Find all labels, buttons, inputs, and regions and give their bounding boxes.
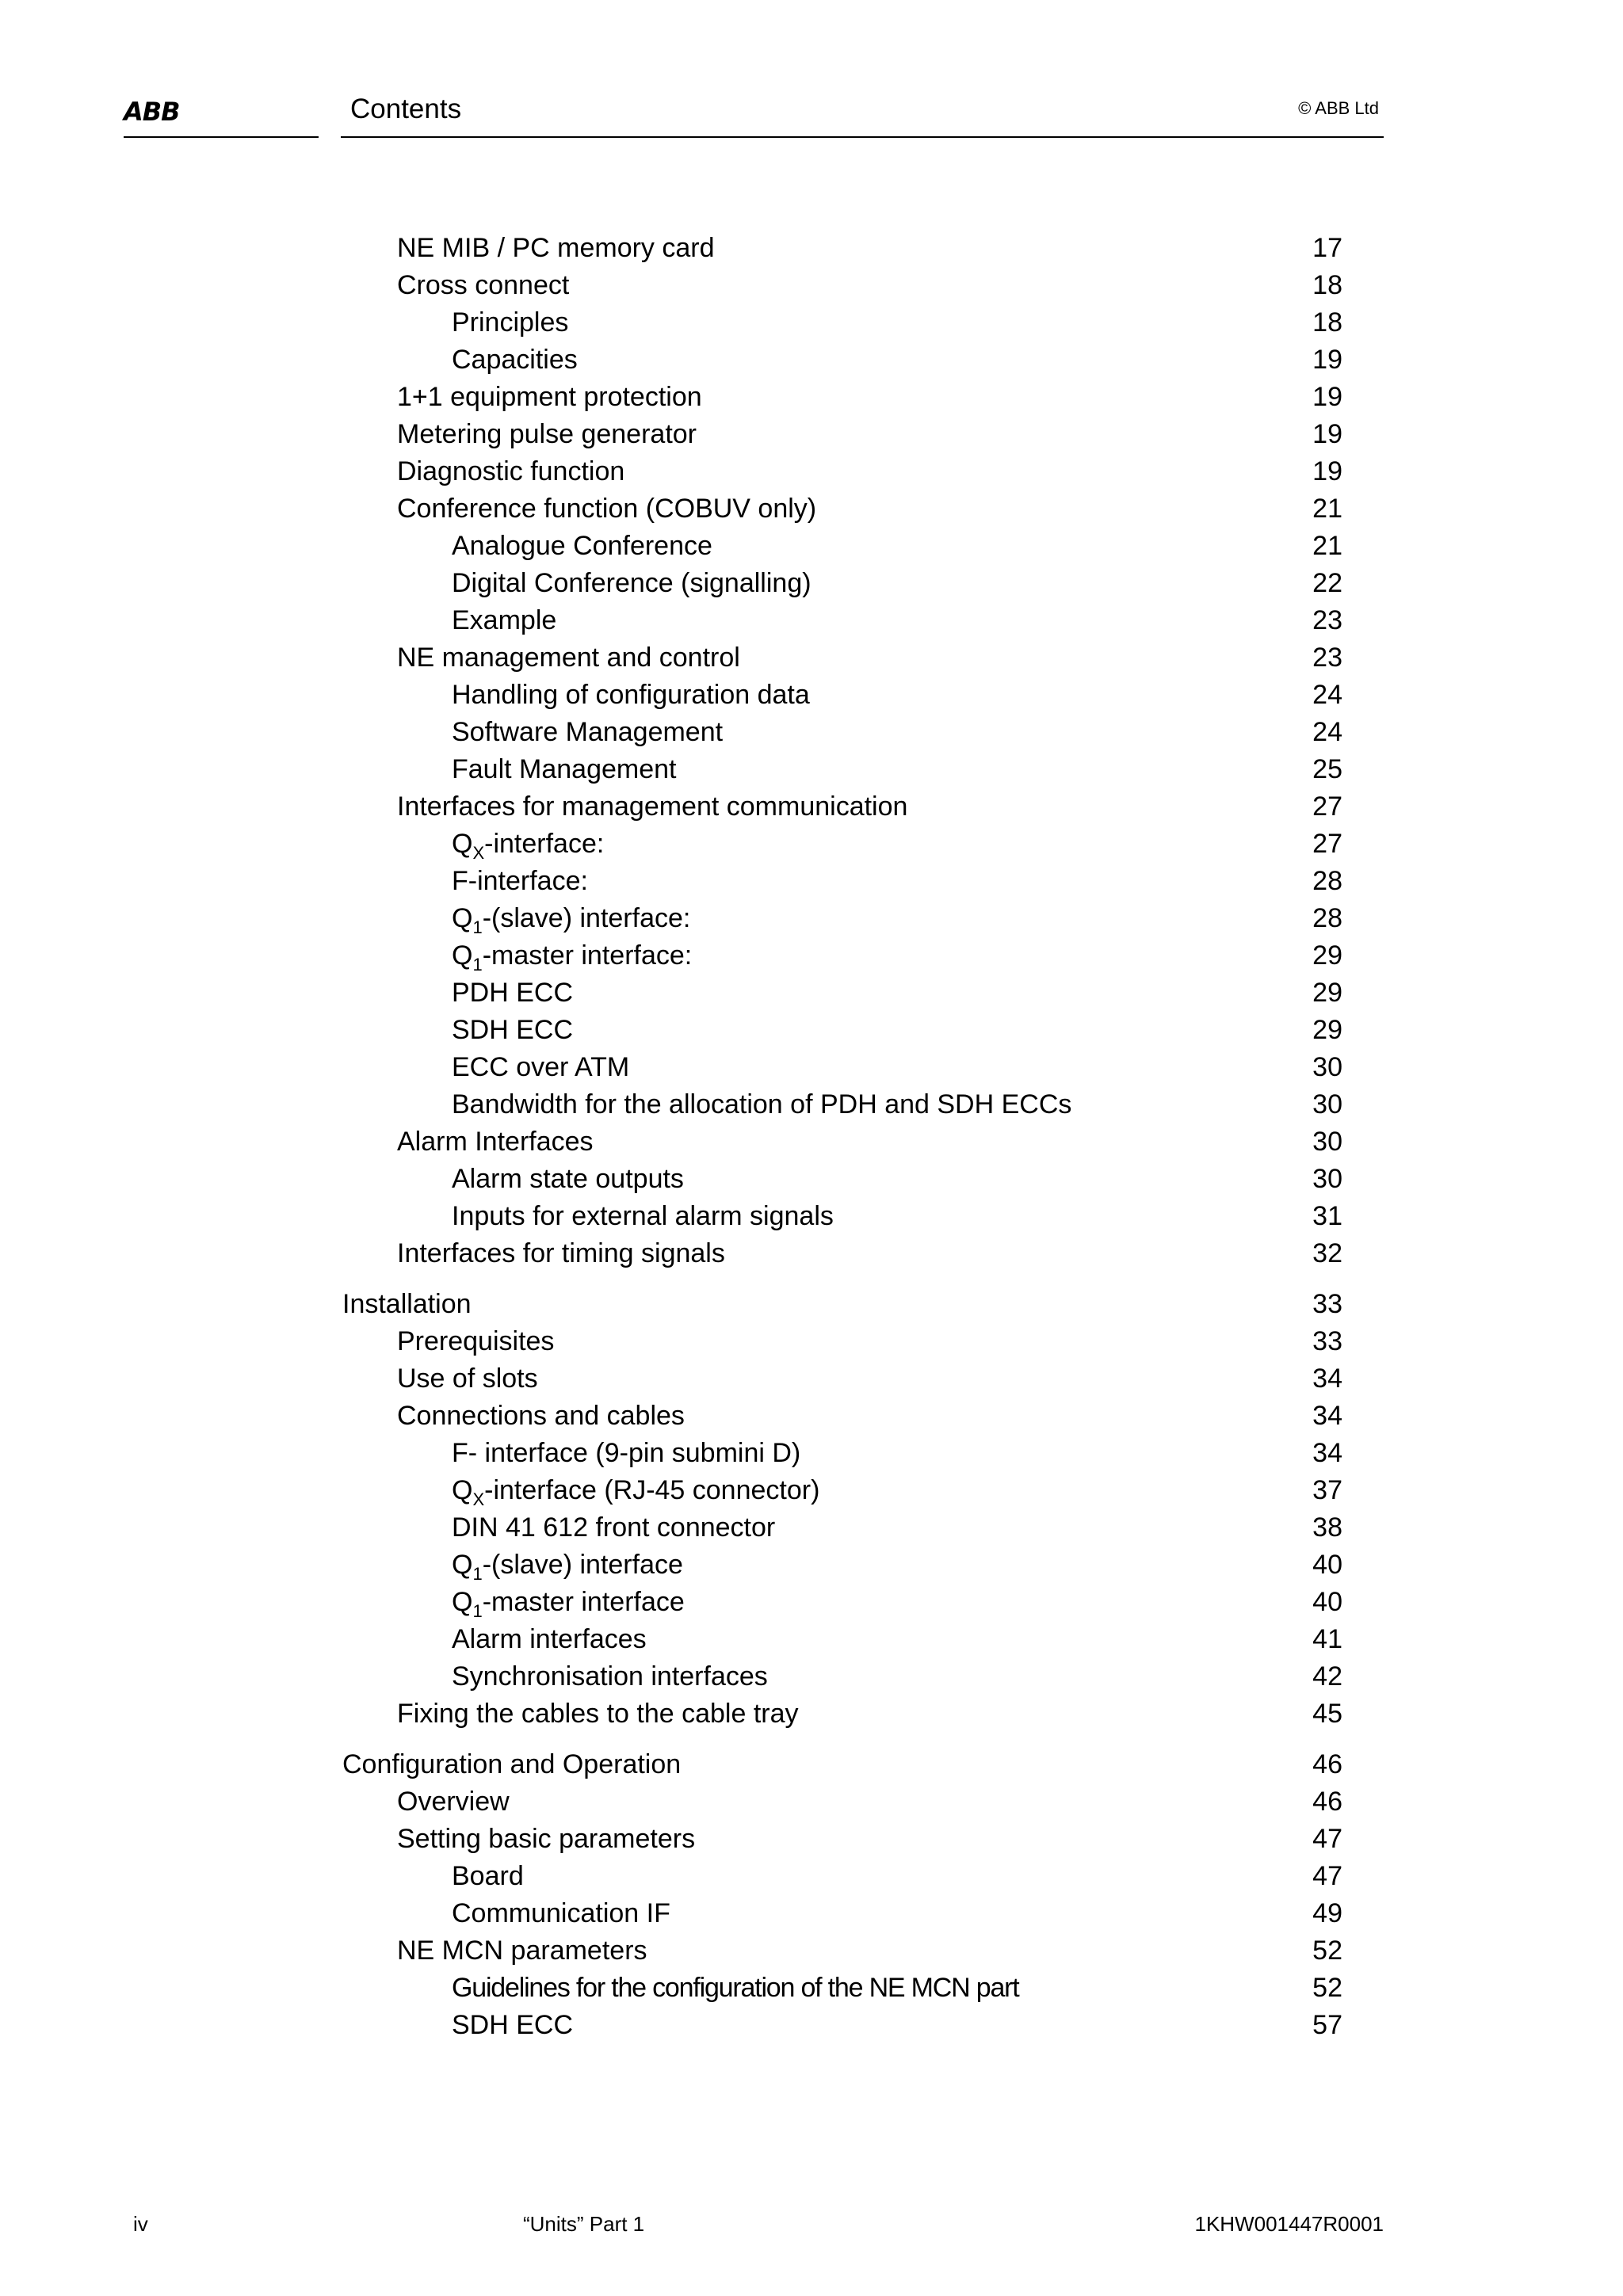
toc-entry[interactable] xyxy=(342,1398,1342,1435)
toc-entry-page: 30 xyxy=(1312,1127,1342,1157)
toc-entry-title-text: Principles xyxy=(452,307,569,338)
toc-entry-page: 52 xyxy=(1312,1973,1342,2003)
toc-entry-subscript: 1 xyxy=(472,917,483,937)
toc-entry-title xyxy=(452,1164,684,1194)
toc-entry[interactable] xyxy=(342,528,1342,565)
toc-entry[interactable] xyxy=(342,1161,1342,1198)
toc-entry[interactable] xyxy=(342,788,1342,826)
toc-entry-title xyxy=(397,456,624,486)
toc-entry-page: 29 xyxy=(1312,940,1342,971)
toc-entry-title-text: SDH ECC xyxy=(452,1015,574,1045)
toc-entry[interactable] xyxy=(342,2007,1342,2044)
toc-entry-title-text: PDH ECC xyxy=(452,978,574,1008)
toc-entry[interactable] xyxy=(342,1695,1342,1733)
footer-page-number: iv xyxy=(133,2212,148,2236)
toc-entry[interactable] xyxy=(342,1123,1342,1161)
toc-entry-title-text: Q xyxy=(452,940,473,971)
toc-entry-title-text: Q xyxy=(452,903,473,933)
toc-entry-title-text: Analogue Conference xyxy=(452,531,712,561)
toc-entry-page: 18 xyxy=(1312,270,1342,300)
toc-entry-page: 37 xyxy=(1312,1475,1342,1505)
toc-entry-title-text: ECC over ATM xyxy=(452,1052,630,1082)
toc-entry-page: 25 xyxy=(1312,754,1342,784)
header-rule xyxy=(341,136,1384,138)
toc-entry-page: 49 xyxy=(1312,1898,1342,1928)
toc-entry-page: 47 xyxy=(1312,1861,1342,1891)
toc-entry-title xyxy=(452,1512,775,1543)
toc-entry-subscript: 1 xyxy=(472,1563,483,1584)
toc-entry-title xyxy=(397,419,697,449)
toc-entry-title-text: Cross connect xyxy=(397,270,570,300)
toc-entry-page: 40 xyxy=(1312,1550,1342,1580)
toc-entry[interactable] xyxy=(342,900,1342,937)
toc-entry-title xyxy=(397,270,569,300)
toc-entry-title xyxy=(452,1898,670,1928)
toc-entry-page: 27 xyxy=(1312,829,1342,859)
toc-entry-title xyxy=(452,1475,820,1509)
toc-entry[interactable] xyxy=(342,1472,1342,1509)
toc-entry[interactable] xyxy=(342,379,1342,416)
toc-entry-title xyxy=(397,1238,725,1268)
toc-entry-title xyxy=(452,940,693,974)
toc-entry[interactable] xyxy=(342,565,1342,602)
toc-entry[interactable] xyxy=(342,1621,1342,1658)
toc-entry-title-text: Software Management xyxy=(452,717,724,747)
toc-entry-title-text: Handling of configuration data xyxy=(452,680,810,710)
toc-entry-page: 52 xyxy=(1312,1936,1342,1966)
toc-entry-page: 38 xyxy=(1312,1512,1342,1543)
toc-entry[interactable] xyxy=(342,974,1342,1012)
toc-entry[interactable] xyxy=(342,937,1342,974)
toc-entry-page: 29 xyxy=(1312,1015,1342,1045)
toc-entry-title xyxy=(397,494,816,524)
toc-entry-title xyxy=(452,1438,800,1468)
toc-entry[interactable] xyxy=(342,1821,1342,1858)
toc-entry[interactable] xyxy=(342,1584,1342,1621)
toc-entry-title-text: Q xyxy=(452,1587,473,1617)
toc-entry[interactable] xyxy=(342,1049,1342,1086)
toc-entry-title xyxy=(397,1936,647,1966)
toc-entry-title-text: NE MCN parameters xyxy=(397,1936,647,1966)
toc-entry-title-text: Alarm interfaces xyxy=(452,1624,647,1654)
toc-entry-title-text: Metering pulse generator xyxy=(397,419,697,449)
toc-entry-title-rest: -(slave) interface: xyxy=(482,903,691,933)
header-rule-left xyxy=(124,136,319,138)
toc-entry[interactable] xyxy=(342,714,1342,751)
toc-entry[interactable] xyxy=(342,863,1342,900)
toc-entry[interactable] xyxy=(342,1658,1342,1695)
toc-entry[interactable] xyxy=(342,677,1342,714)
toc-entry-title-text: F- interface (9-pin submini D) xyxy=(452,1438,801,1468)
toc-entry-page: 19 xyxy=(1312,382,1342,412)
toc-entry-title xyxy=(397,1401,685,1431)
toc-entry-title-text: Conference function (COBUV only) xyxy=(397,494,817,524)
toc-entry[interactable] xyxy=(342,826,1342,863)
toc-entry-title xyxy=(452,605,556,635)
toc-entry-page: 28 xyxy=(1312,866,1342,896)
toc-entry-title xyxy=(397,1363,538,1394)
toc-entry-title-text: Guidelines for the configuration of the NE MCN part xyxy=(452,1973,1019,2003)
toc-entry-title-rest: -interface (RJ-45 connector) xyxy=(484,1475,820,1505)
toc-entry-title-text: Setting basic parameters xyxy=(397,1824,696,1854)
toc-entry[interactable] xyxy=(342,1360,1342,1398)
toc-entry[interactable] xyxy=(342,751,1342,788)
toc-entry[interactable] xyxy=(342,1012,1342,1049)
toc-entry[interactable] xyxy=(342,304,1342,341)
toc-entry-page: 24 xyxy=(1312,717,1342,747)
toc-entry-title xyxy=(452,2010,573,2040)
toc-entry-title xyxy=(452,717,723,747)
toc-entry-title xyxy=(452,1015,573,1045)
toc-entry-title-text: Connections and cables xyxy=(397,1401,685,1431)
toc-entry-subscript: X xyxy=(472,1489,485,1509)
toc-entry-title-text: Inputs for external alarm signals xyxy=(452,1201,834,1231)
toc-entry-title xyxy=(452,829,605,863)
toc-entry-title-text: Fixing the cables to the cable tray xyxy=(397,1699,799,1729)
toc-entry-title-text: Capacities xyxy=(452,345,578,375)
toc-entry[interactable] xyxy=(342,1970,1342,2007)
toc-entry-subscript: X xyxy=(472,842,485,863)
toc-entry-page: 34 xyxy=(1312,1363,1342,1394)
toc-entry-title xyxy=(452,754,677,784)
toc-entry-title-text: Board xyxy=(452,1861,524,1891)
toc-entry-title-text: Digital Conference (signalling) xyxy=(452,568,812,598)
toc-entry-page: 29 xyxy=(1312,978,1342,1008)
table-of-contents xyxy=(342,230,1342,2044)
toc-entry[interactable] xyxy=(342,416,1342,453)
toc-entry-title-text: Alarm state outputs xyxy=(452,1164,684,1194)
toc-entry-page: 19 xyxy=(1312,345,1342,375)
toc-entry-page: 47 xyxy=(1312,1824,1342,1854)
toc-entry-title xyxy=(452,903,691,937)
toc-entry-page: 28 xyxy=(1312,903,1342,933)
toc-entry[interactable] xyxy=(342,1509,1342,1547)
toc-entry-title xyxy=(397,1127,594,1157)
footer-document-id: 1KHW001447R0001 xyxy=(1194,2212,1384,2236)
toc-entry-title-rest: -master interface xyxy=(482,1587,685,1617)
toc-entry-title xyxy=(452,531,712,561)
toc-entry-title-text: Example xyxy=(452,605,557,635)
toc-entry-page: 57 xyxy=(1312,2010,1342,2040)
toc-entry-page: 21 xyxy=(1312,494,1342,524)
toc-entry-title-text: NE MIB / PC memory card xyxy=(397,233,715,263)
toc-entry-title xyxy=(452,1550,683,1584)
toc-entry[interactable] xyxy=(342,1858,1342,1895)
toc-entry-title xyxy=(397,1699,799,1729)
toc-entry[interactable] xyxy=(342,1086,1342,1123)
toc-entry-title xyxy=(397,1326,554,1356)
toc-entry-title xyxy=(452,345,578,375)
toc-entry[interactable] xyxy=(342,230,1342,267)
footer-document-title: “Units” Part 1 xyxy=(523,2212,645,2236)
toc-entry-subscript: 1 xyxy=(472,954,483,974)
toc-entry-page: 22 xyxy=(1312,568,1342,598)
toc-entry[interactable] xyxy=(342,341,1342,379)
toc-entry-page: 30 xyxy=(1312,1052,1342,1082)
toc-entry[interactable] xyxy=(342,1746,1342,1783)
toc-entry[interactable] xyxy=(342,1235,1342,1272)
toc-entry[interactable] xyxy=(342,1198,1342,1235)
toc-entry-title-text: DIN 41 612 front connector xyxy=(452,1512,776,1543)
toc-entry-title-text: Overview xyxy=(397,1787,510,1817)
toc-entry-page: 33 xyxy=(1312,1289,1342,1319)
toc-entry[interactable] xyxy=(342,1932,1342,1970)
toc-entry-title xyxy=(452,1201,834,1231)
toc-entry-title-text: F-interface: xyxy=(452,866,588,896)
toc-entry-title xyxy=(452,680,810,710)
toc-entry-page: 19 xyxy=(1312,419,1342,449)
toc-entry-title-text: Interfaces for management communication xyxy=(397,791,908,822)
toc-entry-title-text: Use of slots xyxy=(397,1363,538,1394)
toc-entry[interactable] xyxy=(342,602,1342,639)
toc-entry-title xyxy=(452,1624,647,1654)
toc-entry-title-rest: -(slave) interface xyxy=(482,1550,683,1580)
toc-entry-title xyxy=(397,643,740,673)
toc-entry-title-text: SDH ECC xyxy=(452,2010,574,2040)
toc-entry-page: 34 xyxy=(1312,1401,1342,1431)
toc-entry-title-text: Alarm Interfaces xyxy=(397,1127,594,1157)
toc-entry[interactable] xyxy=(342,1286,1342,1323)
toc-entry-page: 17 xyxy=(1312,233,1342,263)
toc-entry-page: 31 xyxy=(1312,1201,1342,1231)
toc-entry-title xyxy=(452,978,573,1008)
toc-entry-title xyxy=(452,1089,1071,1119)
toc-entry-page: 21 xyxy=(1312,531,1342,561)
toc-entry-title xyxy=(397,233,715,263)
toc-entry-title xyxy=(342,1749,681,1779)
toc-entry-page: 19 xyxy=(1312,456,1342,486)
toc-entry[interactable] xyxy=(342,1895,1342,1932)
toc-entry-page: 40 xyxy=(1312,1587,1342,1617)
toc-entry-title xyxy=(452,1973,1019,2003)
toc-entry-page: 42 xyxy=(1312,1661,1342,1691)
toc-entry-title xyxy=(452,866,588,896)
toc-entry-page: 23 xyxy=(1312,605,1342,635)
toc-entry-page: 45 xyxy=(1312,1699,1342,1729)
toc-entry-page: 33 xyxy=(1312,1326,1342,1356)
toc-entry-page: 23 xyxy=(1312,643,1342,673)
toc-entry-page: 30 xyxy=(1312,1089,1342,1119)
toc-entry[interactable] xyxy=(342,1435,1342,1472)
toc-entry-title xyxy=(452,1052,629,1082)
toc-entry-title-text: Q xyxy=(452,829,473,859)
toc-entry-title-text: Synchronisation interfaces xyxy=(452,1661,768,1691)
toc-entry-title xyxy=(452,568,812,598)
toc-entry-title-text: Bandwidth for the allocation of PDH and SDH ECCs xyxy=(452,1089,1072,1119)
toc-entry-title-text: Interfaces for timing signals xyxy=(397,1238,725,1268)
toc-entry[interactable] xyxy=(342,1783,1342,1821)
toc-entry[interactable] xyxy=(342,1323,1342,1360)
toc-entry-title xyxy=(397,1787,510,1817)
toc-entry-title-text: Fault Management xyxy=(452,754,677,784)
toc-entry[interactable] xyxy=(342,453,1342,490)
toc-entry-title-text: Q xyxy=(452,1550,473,1580)
toc-entry-title-text: NE management and control xyxy=(397,643,740,673)
abb-logo: ABB xyxy=(124,97,180,127)
toc-entry[interactable] xyxy=(342,639,1342,677)
toc-entry-title xyxy=(342,1289,472,1319)
toc-entry[interactable] xyxy=(342,1547,1342,1584)
toc-entry-page: 46 xyxy=(1312,1787,1342,1817)
toc-entry-title xyxy=(397,382,702,412)
toc-entry-page: 30 xyxy=(1312,1164,1342,1194)
page-title: Contents xyxy=(350,93,462,124)
toc-entry-title-rest: -master interface: xyxy=(482,940,693,971)
toc-entry-title xyxy=(452,307,568,338)
toc-entry-title-text: 1+1 equipment protection xyxy=(397,382,702,412)
toc-entry-title-text: Installation xyxy=(342,1289,472,1319)
toc-entry-page: 41 xyxy=(1312,1624,1342,1654)
toc-entry-title xyxy=(452,1661,768,1691)
toc-entry-title-text: Q xyxy=(452,1475,473,1505)
toc-entry-page: 34 xyxy=(1312,1438,1342,1468)
toc-entry-page: 24 xyxy=(1312,680,1342,710)
toc-entry-page: 27 xyxy=(1312,791,1342,822)
toc-entry-title-text: Prerequisites xyxy=(397,1326,555,1356)
toc-entry[interactable] xyxy=(342,490,1342,528)
toc-entry-page: 46 xyxy=(1312,1749,1342,1779)
copyright-notice: © ABB Ltd xyxy=(1298,98,1379,118)
toc-entry-page: 32 xyxy=(1312,1238,1342,1268)
toc-entry-title xyxy=(397,1824,695,1854)
toc-entry-title xyxy=(452,1587,685,1621)
toc-entry-title-text: Configuration and Operation xyxy=(342,1749,682,1779)
toc-entry-title xyxy=(397,791,907,822)
toc-entry-title-text: Diagnostic function xyxy=(397,456,625,486)
toc-entry-title-text: Communication IF xyxy=(452,1898,670,1928)
toc-entry-title xyxy=(452,1861,524,1891)
toc-entry[interactable] xyxy=(342,267,1342,304)
toc-entry-subscript: 1 xyxy=(472,1600,483,1621)
toc-entry-title-rest: -interface: xyxy=(484,829,605,859)
toc-entry-page: 18 xyxy=(1312,307,1342,338)
